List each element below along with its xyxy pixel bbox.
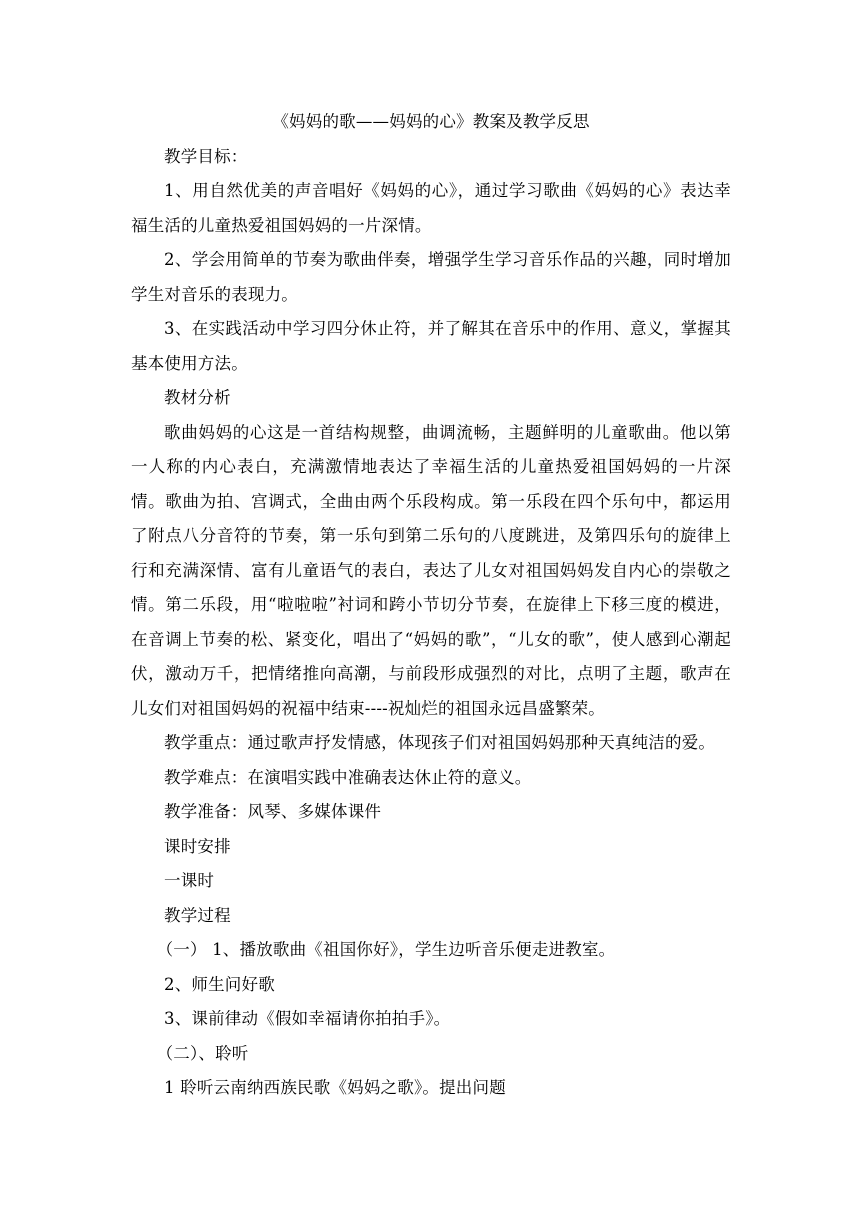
paragraph-listen-1: 1 聆听云南纳西族民歌《妈妈之歌》。提出问题 bbox=[164, 1078, 506, 1097]
paragraph-process-heading: 教学过程 bbox=[164, 905, 231, 925]
paragraph-goal-3: 3、在实践活动中学习四分休止符，并了解其在音乐中的作用、意义，掌握其基本使用方法。 bbox=[131, 319, 731, 373]
paragraph-schedule-heading: 课时安排 bbox=[164, 836, 231, 856]
paragraph-step-1: （一） 1、播放歌曲《祖国你好》，学生边听音乐便走进教室。 bbox=[156, 940, 616, 959]
paragraph-step-3: 3、课前律动《假如幸福请你拍拍手》。 bbox=[164, 1009, 451, 1028]
paragraph-material-analysis-heading: 教材分析 bbox=[164, 388, 231, 407]
paragraph-goal-2: 2、学会用简单的节奏为歌曲伴奏，增强学生学习音乐作品的兴趣，同时增加学生对音乐的表现力。 bbox=[131, 250, 731, 304]
paragraph-schedule: 一课时 bbox=[164, 871, 215, 890]
paragraph-goal-1: 1、用自然优美的声音唱好《妈妈的心》，通过学习歌曲《妈妈的心》表达幸福生活的儿童热爱祖国妈妈的一片深情。 bbox=[131, 181, 731, 235]
paragraph-preparation: 教学准备：风琴、多媒体课件 bbox=[164, 802, 382, 821]
paragraph-step-2: 2、师生问好歌 bbox=[164, 974, 275, 994]
paragraph-teaching-goals-heading: 教学目标： bbox=[164, 146, 248, 166]
document-body bbox=[131, 105, 731, 1106]
paragraph-difficulty: 教学难点：在演唱实践中准确表达休止符的意义。 bbox=[164, 767, 532, 787]
paragraph-key-point: 教学重点：通过歌声抒发情感，体现孩子们对祖国妈妈那种天真纯洁的爱。 bbox=[164, 733, 716, 752]
paragraph-material-analysis: 歌曲妈妈的心这是一首结构规整，曲调流畅，主题鲜明的儿童歌曲。他以第一人称的内心表白，充满激情地表达了幸福生活的儿童热爱祖国妈妈的一片深情。歌曲为拍、宫调式，全曲由两个乐段构成。第一乐段在四个乐句中，都运用了附点八分音符的节奏，第一乐句到第二乐句的八度跳进，及第四乐句的旋律上行和充满深情、富有儿童语气的表白，表达了儿女对祖国妈妈发自内心的崇敬之情。第二乐段，用“啦啦啦”衬词和跨小节切分节奏，在旋律上下移三度的模进，在音调上节奏的松、紧变化，唱出了“妈妈的歌”，“儿女的歌”，使人感到心潮起伏，激动万千，把情绪推向高潮，与前段形成强烈的对比，点明了主题，歌声在儿女们对祖国妈妈的祝福中结束----祝灿烂的祖国永远昌盛繁荣。 bbox=[131, 422, 731, 718]
document-title: 《妈妈的歌——妈妈的心》教案及教学反思 bbox=[272, 112, 590, 131]
paragraph-section-listen: （二）、聆听 bbox=[156, 1043, 249, 1063]
